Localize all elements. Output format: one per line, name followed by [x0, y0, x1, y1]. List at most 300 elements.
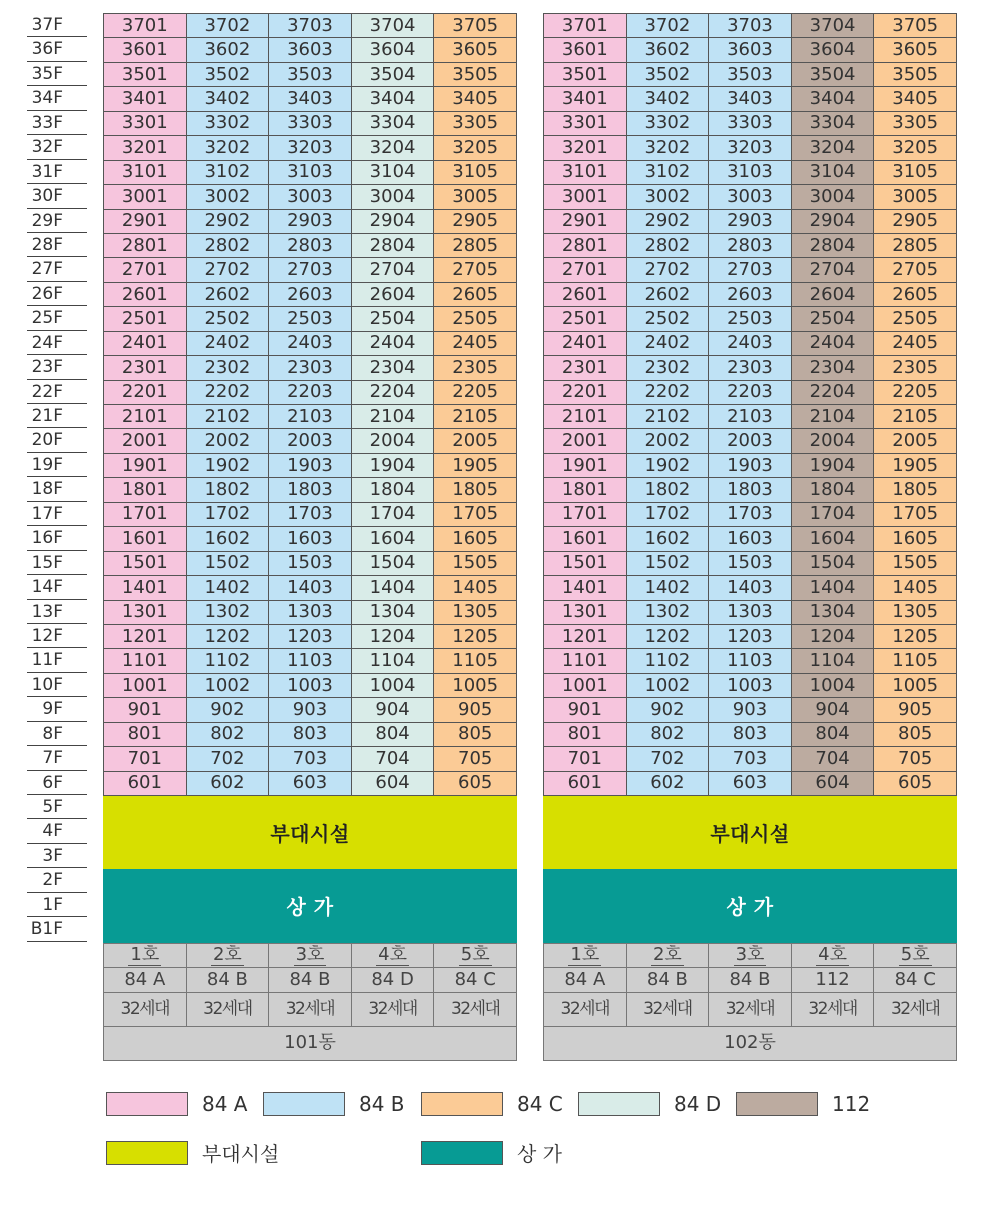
unit-row — [104, 233, 517, 257]
unit-cell: 1102 — [186, 649, 269, 673]
unit-cell: 1402 — [186, 576, 269, 600]
unit-cell: 2701 — [104, 258, 187, 282]
unit-cell: 1304 — [351, 600, 434, 624]
unit-cell: 3102 — [626, 160, 709, 184]
type-cell: 84 B — [186, 967, 269, 992]
unit-cell: 3102 — [186, 160, 269, 184]
unit-row — [104, 307, 517, 331]
unit-cell: 1205 — [434, 624, 517, 648]
unit-cell: 1802 — [626, 478, 709, 502]
unit-row — [104, 600, 517, 624]
unit-cell: 2404 — [351, 331, 434, 355]
floor-label: 15F — [27, 551, 87, 575]
shopping-label: 상 가 — [726, 895, 774, 920]
unit-cell: 1504 — [791, 551, 874, 575]
unit-row — [104, 356, 517, 380]
unit-cell: 804 — [351, 722, 434, 746]
unit-row — [104, 87, 517, 111]
households-cell: 32세대 — [874, 992, 957, 1026]
type-row — [544, 967, 957, 992]
unit-cell: 1903 — [269, 453, 352, 477]
unit-cell: 2105 — [434, 405, 517, 429]
unit-cell: 601 — [104, 771, 187, 795]
unit-row — [104, 673, 517, 697]
unit-cell: 901 — [544, 698, 627, 722]
unit-row — [104, 649, 517, 673]
unit-cell: 2601 — [544, 282, 627, 306]
unit-cell: 2103 — [709, 405, 792, 429]
ho-label: 2호 — [652, 944, 682, 966]
unit-cell: 604 — [351, 771, 434, 795]
unit-cell: 3303 — [709, 111, 792, 135]
unit-cell: 1503 — [709, 551, 792, 575]
legend-label: 84 B — [359, 1092, 405, 1116]
unit-cell: 2902 — [626, 209, 709, 233]
unit-cell: 2901 — [544, 209, 627, 233]
unit-row — [544, 453, 957, 477]
legend-swatch — [421, 1092, 503, 1116]
unit-cell: 1902 — [186, 453, 269, 477]
unit-cell: 801 — [104, 722, 187, 746]
amenity-label: 부대시설 — [270, 822, 350, 847]
unit-cell: 2501 — [544, 307, 627, 331]
unit-cell: 2304 — [791, 356, 874, 380]
unit-cell: 1704 — [351, 502, 434, 526]
unit-cell: 2204 — [791, 380, 874, 404]
unit-cell: 3002 — [626, 185, 709, 209]
unit-row — [104, 380, 517, 404]
unit-cell: 2504 — [351, 307, 434, 331]
unit-cell: 2603 — [709, 282, 792, 306]
floor-axis — [27, 13, 87, 942]
unit-row — [104, 624, 517, 648]
unit-cell: 803 — [269, 722, 352, 746]
unit-cell: 3403 — [709, 87, 792, 111]
floor-label: 27F — [27, 257, 87, 281]
unit-cell: 901 — [104, 698, 187, 722]
unit-cell: 2804 — [351, 233, 434, 257]
unit-cell: 3203 — [269, 136, 352, 160]
unit-row — [544, 14, 957, 38]
unit-cell: 2601 — [104, 282, 187, 306]
ho-label: 4호 — [378, 944, 407, 966]
unit-cell: 2305 — [434, 356, 517, 380]
unit-cell: 2705 — [434, 258, 517, 282]
unit-cell: 801 — [544, 722, 627, 746]
unit-cell: 3201 — [104, 136, 187, 160]
unit-cell: 2602 — [626, 282, 709, 306]
unit-cell: 1303 — [269, 600, 352, 624]
floor-label: 32F — [27, 135, 87, 159]
unit-cell: 3103 — [709, 160, 792, 184]
unit-cell: 3205 — [434, 136, 517, 160]
unit-cell: 2702 — [626, 258, 709, 282]
unit-cell: 805 — [434, 722, 517, 746]
households-cell: 32세대 — [186, 992, 269, 1026]
unit-row — [544, 600, 957, 624]
floor-label: 25F — [27, 306, 87, 330]
unit-cell: 2502 — [186, 307, 269, 331]
unit-cell: 3302 — [186, 111, 269, 135]
unit-cell: 1205 — [874, 624, 957, 648]
unit-cell: 1603 — [269, 527, 352, 551]
unit-cell: 1304 — [791, 600, 874, 624]
unit-cell: 1405 — [434, 576, 517, 600]
type-cell: 112 — [791, 967, 874, 992]
unit-cell: 2202 — [186, 380, 269, 404]
unit-cell: 705 — [874, 747, 957, 771]
unit-cell: 1401 — [104, 576, 187, 600]
unit-cell: 702 — [626, 747, 709, 771]
floor-label: 6F — [27, 771, 87, 795]
unit-cell: 2004 — [351, 429, 434, 453]
unit-cell: 3703 — [269, 14, 352, 38]
unit-cell: 2701 — [544, 258, 627, 282]
unit-cell: 2903 — [269, 209, 352, 233]
unit-cell: 1905 — [874, 453, 957, 477]
floor-label: 17F — [27, 502, 87, 526]
unit-cell: 1502 — [626, 551, 709, 575]
unit-cell: 3001 — [104, 185, 187, 209]
unit-cell: 2505 — [434, 307, 517, 331]
unit-cell: 1303 — [709, 600, 792, 624]
floor-label: 21F — [27, 404, 87, 428]
unit-row — [104, 405, 517, 429]
unit-row — [104, 258, 517, 282]
unit-row — [104, 478, 517, 502]
unit-cell: 603 — [709, 771, 792, 795]
dong-row — [104, 1026, 517, 1060]
unit-cell: 1105 — [434, 649, 517, 673]
unit-cell: 2501 — [104, 307, 187, 331]
unit-cell: 2403 — [269, 331, 352, 355]
unit-cell: 1104 — [351, 649, 434, 673]
unit-cell: 2303 — [709, 356, 792, 380]
unit-cell: 3705 — [874, 14, 957, 38]
unit-row — [104, 136, 517, 160]
ho-label: 1호 — [130, 944, 160, 966]
type-cell: 84 B — [626, 967, 709, 992]
unit-row — [544, 185, 957, 209]
unit-cell: 2703 — [269, 258, 352, 282]
unit-row — [544, 649, 957, 673]
unit-cell: 2201 — [104, 380, 187, 404]
unit-row — [104, 747, 517, 771]
unit-cell: 2105 — [874, 405, 957, 429]
unit-cell: 3304 — [351, 111, 434, 135]
ho-label: 3호 — [295, 944, 325, 966]
unit-cell: 1105 — [874, 649, 957, 673]
unit-cell: 902 — [626, 698, 709, 722]
unit-cell: 1502 — [186, 551, 269, 575]
unit-row — [104, 722, 517, 746]
floor-label: 2F — [27, 868, 87, 892]
unit-cell: 1804 — [791, 478, 874, 502]
unit-cell: 3505 — [874, 62, 957, 86]
unit-row — [104, 771, 517, 795]
legend-swatch — [106, 1141, 188, 1165]
unit-cell: 1501 — [104, 551, 187, 575]
unit-row — [544, 576, 957, 600]
unit-cell: 2603 — [269, 282, 352, 306]
unit-row — [104, 527, 517, 551]
unit-cell: 605 — [874, 771, 957, 795]
floor-label: 13F — [27, 600, 87, 624]
floor-label: 23F — [27, 355, 87, 379]
unit-cell: 1302 — [626, 600, 709, 624]
building-footer — [103, 943, 517, 1061]
unit-row — [104, 502, 517, 526]
type-cell: 84 D — [351, 967, 434, 992]
type-cell: 84 C — [874, 967, 957, 992]
type-cell: 84 B — [269, 967, 352, 992]
unit-cell: 2805 — [874, 233, 957, 257]
unit-cell: 1202 — [186, 624, 269, 648]
households-cell: 32세대 — [791, 992, 874, 1026]
unit-cell: 2005 — [874, 429, 957, 453]
unit-cell: 704 — [791, 747, 874, 771]
unit-cell: 2302 — [626, 356, 709, 380]
unit-row — [544, 38, 957, 62]
households-cell: 32세대 — [626, 992, 709, 1026]
unit-cell: 2604 — [351, 282, 434, 306]
unit-cell: 1305 — [434, 600, 517, 624]
unit-cell: 2802 — [626, 233, 709, 257]
unit-cell: 1701 — [544, 502, 627, 526]
unit-cell: 1001 — [544, 673, 627, 697]
legend-label: 112 — [832, 1092, 871, 1116]
unit-cell: 1001 — [104, 673, 187, 697]
unit-cell: 2003 — [269, 429, 352, 453]
type-cell: 84 A — [104, 967, 187, 992]
unit-cell: 2802 — [186, 233, 269, 257]
unit-cell: 802 — [186, 722, 269, 746]
floor-label: 31F — [27, 160, 87, 184]
amenity-block — [103, 796, 517, 869]
legend-label: 상 가 — [517, 1142, 562, 1166]
unit-cell: 904 — [791, 698, 874, 722]
unit-cell: 2904 — [351, 209, 434, 233]
unit-cell: 1602 — [186, 527, 269, 551]
households-cell: 32세대 — [434, 992, 517, 1026]
unit-cell: 2101 — [104, 405, 187, 429]
unit-row — [104, 331, 517, 355]
unit-cell: 3004 — [351, 185, 434, 209]
unit-cell: 3404 — [791, 87, 874, 111]
floor-label: 4F — [27, 819, 87, 843]
unit-row — [544, 380, 957, 404]
unit-cell: 3603 — [269, 38, 352, 62]
unit-cell: 2205 — [434, 380, 517, 404]
unit-row — [544, 282, 957, 306]
unit-cell: 1005 — [874, 673, 957, 697]
legend-item — [736, 1092, 870, 1116]
unit-cell: 3504 — [351, 62, 434, 86]
unit-cell: 2101 — [544, 405, 627, 429]
ho-label: 4호 — [818, 944, 847, 966]
ho-row — [544, 943, 957, 967]
unit-row — [104, 160, 517, 184]
unit-cell: 2905 — [434, 209, 517, 233]
unit-cell: 903 — [709, 698, 792, 722]
unit-cell: 3502 — [626, 62, 709, 86]
dong-label: 101동 — [104, 1026, 517, 1060]
unit-cell: 3005 — [434, 185, 517, 209]
unit-cell: 2301 — [544, 356, 627, 380]
unit-cell: 702 — [186, 747, 269, 771]
ho-cell — [626, 943, 709, 967]
unit-cell: 1102 — [626, 649, 709, 673]
unit-cell: 1104 — [791, 649, 874, 673]
unit-cell: 2902 — [186, 209, 269, 233]
unit-cell: 1004 — [791, 673, 874, 697]
unit-cell: 3603 — [709, 38, 792, 62]
unit-cell: 2605 — [874, 282, 957, 306]
unit-cell: 2201 — [544, 380, 627, 404]
unit-cell: 2205 — [874, 380, 957, 404]
unit-cell: 1601 — [544, 527, 627, 551]
unit-cell: 3101 — [104, 160, 187, 184]
unit-cell: 2002 — [626, 429, 709, 453]
floor-label: 37F — [27, 13, 87, 37]
unit-row — [544, 502, 957, 526]
legend-swatch — [106, 1092, 188, 1116]
unit-row — [104, 209, 517, 233]
ho-cell — [544, 943, 627, 967]
unit-cell: 803 — [709, 722, 792, 746]
floor-label: 34F — [27, 86, 87, 110]
ho-cell — [874, 943, 957, 967]
unit-cell: 3103 — [269, 160, 352, 184]
unit-cell: 2704 — [791, 258, 874, 282]
unit-row — [544, 478, 957, 502]
unit-row — [104, 282, 517, 306]
unit-cell: 3404 — [351, 87, 434, 111]
unit-cell: 1605 — [874, 527, 957, 551]
unit-cell: 2402 — [186, 331, 269, 355]
building-102 — [543, 13, 957, 1061]
unit-cell: 3604 — [351, 38, 434, 62]
floor-label: 16F — [27, 526, 87, 550]
unit-cell: 3105 — [434, 160, 517, 184]
unit-cell: 705 — [434, 747, 517, 771]
unit-row — [104, 453, 517, 477]
unit-cell: 1904 — [351, 453, 434, 477]
unit-cell: 604 — [791, 771, 874, 795]
unit-cell: 2503 — [269, 307, 352, 331]
unit-cell: 605 — [434, 771, 517, 795]
unit-cell: 2801 — [544, 233, 627, 257]
unit-cell: 3405 — [434, 87, 517, 111]
floor-label: 28F — [27, 233, 87, 257]
households-cell: 32세대 — [269, 992, 352, 1026]
type-cell: 84 C — [434, 967, 517, 992]
unit-cell: 2604 — [791, 282, 874, 306]
unit-cell: 704 — [351, 747, 434, 771]
unit-cell: 3602 — [186, 38, 269, 62]
unit-row — [544, 233, 957, 257]
unit-cell: 3301 — [104, 111, 187, 135]
unit-cell: 2903 — [709, 209, 792, 233]
unit-cell: 3701 — [104, 14, 187, 38]
unit-cell: 1804 — [351, 478, 434, 502]
unit-cell: 3501 — [544, 62, 627, 86]
ho-cell — [791, 943, 874, 967]
unit-cell: 804 — [791, 722, 874, 746]
ho-label: 5호 — [900, 944, 930, 966]
unit-cell: 3305 — [434, 111, 517, 135]
floor-label: B1F — [27, 917, 87, 941]
legend-item — [106, 1092, 248, 1116]
unit-cell: 703 — [269, 747, 352, 771]
unit-cell: 2001 — [104, 429, 187, 453]
unit-cell: 3605 — [874, 38, 957, 62]
floor-label: 24F — [27, 331, 87, 355]
unit-cell: 2203 — [269, 380, 352, 404]
unit-cell: 2801 — [104, 233, 187, 257]
unit-cell: 1203 — [269, 624, 352, 648]
unit-cell: 905 — [874, 698, 957, 722]
households-row — [104, 992, 517, 1026]
legend-label: 84 C — [517, 1092, 563, 1116]
households-row — [544, 992, 957, 1026]
unit-cell: 3204 — [791, 136, 874, 160]
households-cell: 32세대 — [709, 992, 792, 1026]
unit-cell: 902 — [186, 698, 269, 722]
unit-cell: 1005 — [434, 673, 517, 697]
unit-cell: 3503 — [269, 62, 352, 86]
floor-label: 22F — [27, 380, 87, 404]
unit-cell: 1301 — [104, 600, 187, 624]
legend-swatch — [263, 1092, 345, 1116]
legend-label: 84 D — [674, 1092, 722, 1116]
ho-cell — [434, 943, 517, 967]
ho-cell — [186, 943, 269, 967]
unit-cell: 3604 — [791, 38, 874, 62]
unit-cell: 3705 — [434, 14, 517, 38]
unit-row — [104, 14, 517, 38]
ho-label: 3호 — [735, 944, 765, 966]
unit-cell: 1702 — [186, 502, 269, 526]
unit-cell: 1803 — [269, 478, 352, 502]
legend-label: 84 A — [202, 1092, 248, 1116]
unit-cell: 2102 — [626, 405, 709, 429]
unit-cell: 2104 — [791, 405, 874, 429]
unit-cell: 1201 — [104, 624, 187, 648]
unit-cell: 2304 — [351, 356, 434, 380]
unit-cell: 3303 — [269, 111, 352, 135]
unit-cell: 3003 — [709, 185, 792, 209]
unit-cell: 1103 — [269, 649, 352, 673]
unit-row — [104, 429, 517, 453]
unit-cell: 1405 — [874, 576, 957, 600]
floor-label: 30F — [27, 184, 87, 208]
legend-swatch — [736, 1092, 818, 1116]
unit-cell: 3602 — [626, 38, 709, 62]
unit-cell: 1402 — [626, 576, 709, 600]
unit-cell: 2705 — [874, 258, 957, 282]
unit-cell: 3402 — [626, 87, 709, 111]
unit-cell: 3304 — [791, 111, 874, 135]
unit-cell: 3101 — [544, 160, 627, 184]
legend-label: 부대시설 — [202, 1142, 280, 1166]
unit-cell: 903 — [269, 698, 352, 722]
unit-cell: 2103 — [269, 405, 352, 429]
ho-label: 2호 — [212, 944, 242, 966]
unit-cell: 1601 — [104, 527, 187, 551]
unit-cell: 701 — [104, 747, 187, 771]
unit-cell: 1301 — [544, 600, 627, 624]
